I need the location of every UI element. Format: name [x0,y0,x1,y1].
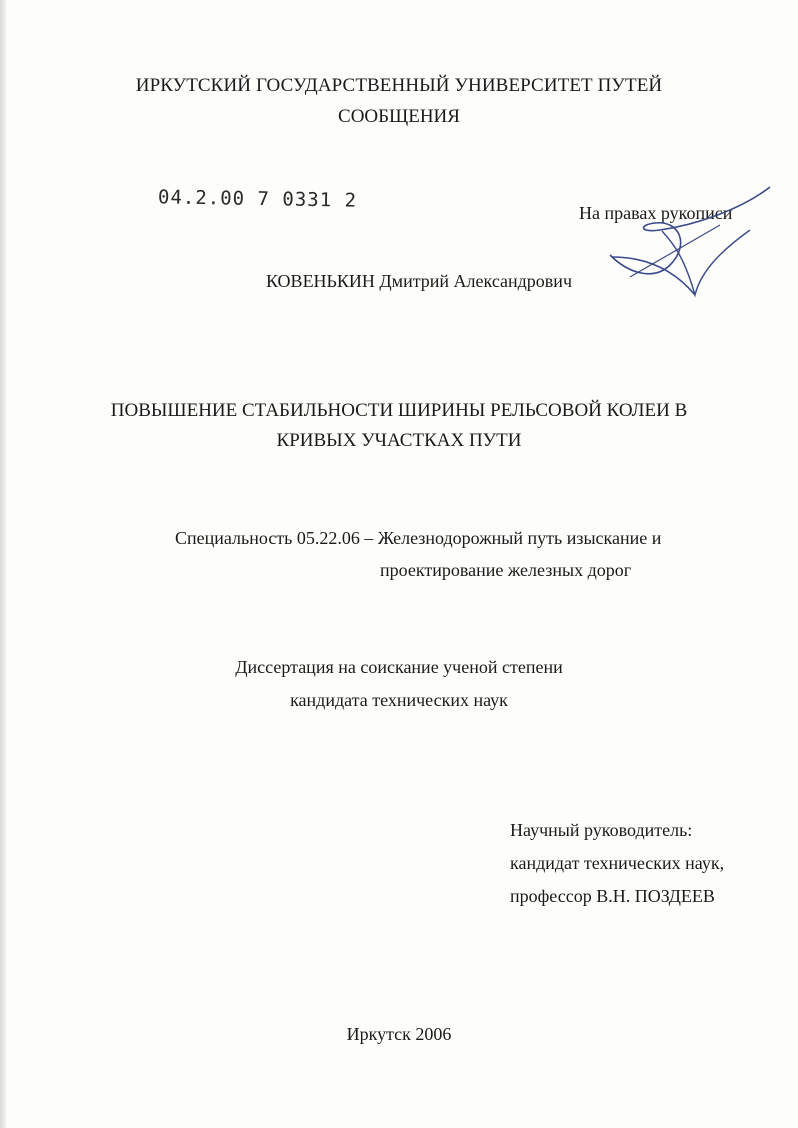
city-year: Иркутск 2006 [346,1024,452,1044]
university-name-line2: СООБЩЕНИЯ [338,106,460,127]
degree-line1: Диссертация на соискание ученой степени [235,657,563,677]
scan-edge-shadow [0,0,6,1128]
dissertation-title-line1: ПОВЫШЕНИЕ СТАБИЛЬНОСТИ ШИРИНЫ РЕЛЬСОВОЙ КОЛЕИ В [110,400,688,421]
specialty-line1: Специальность 05.22.06 – Железнодорожный путь изыскание и [175,528,662,548]
university-name-line1: ИРКУТСКИЙ ГОСУДАРСТВЕННЫЙ УНИВЕРСИТЕТ ПУТЕЙ [135,75,663,96]
registration-stamp: 04.2.00 7 0331 2 [157,186,358,212]
author-name: КОВЕНЬКИН Дмитрий Александрович [266,271,572,291]
supervisor-heading: Научный руководитель: [510,820,693,840]
supervisor-degree: кандидат технических наук, [510,853,725,873]
manuscript-mark: На правах рукописи [579,203,733,223]
degree-line2: кандидата технических наук [290,690,508,710]
dissertation-title-line2: КРИВЫХ УЧАСТКАХ ПУТИ [276,430,522,451]
specialty-line2: проектирование железных дорог [380,560,632,580]
signature-icon [600,185,780,305]
supervisor-name: профессор В.Н. ПОЗДЕЕВ [510,886,715,906]
